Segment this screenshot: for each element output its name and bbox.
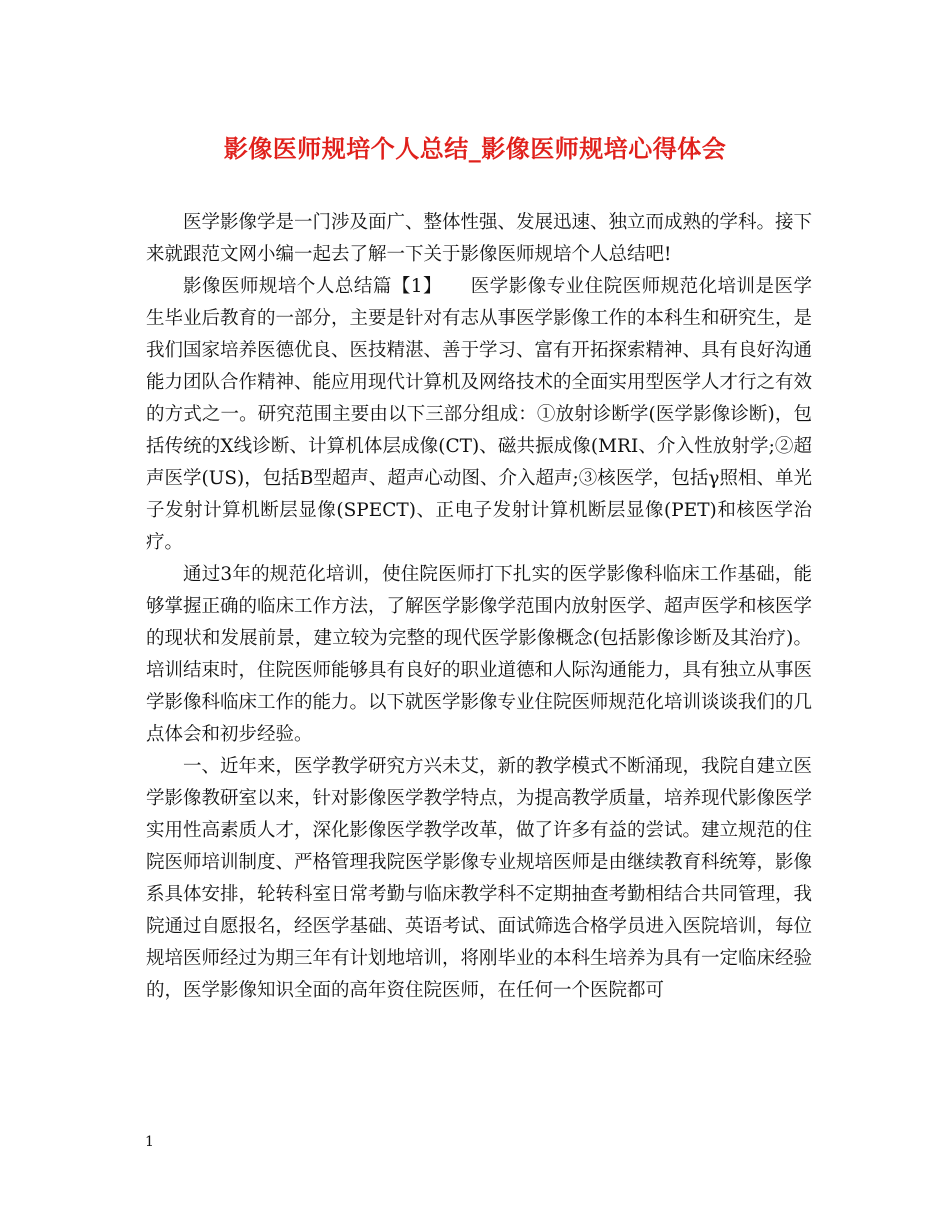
paragraph-section-1: 影像医师规培个人总结篇【1】 医学影像专业住院医师规范化培训是医学生毕业后教育的一部分，主要是针对有志从事医学影像工作的本科生和研究生，是我们国家培养医德优良、医技精湛、善于学习、富有开拓探索精神、具有良好沟通能力团队合作精神、能应用现代计算机及网络技术的全面实用型医学人才行之有效的方式之一。研究范围主要由以下三部分组成：①放射诊断学(医学影像诊断)，包括传统的X线诊断、计算机体层成像(CT)、磁共振成像(MRI、介入性放射学;②超声医学(US)，包括B型超声、超声心动图、介入超声;③核医学，包括γ照相、单光子发射计算机断层显像(SPECT)、正电子发射计算机断层显像(PET)和核医学治疗。 <box>146 276 813 553</box>
document-body <box>146 207 812 1007</box>
page-number: 1 <box>145 1134 154 1150</box>
paragraph-intro: 医学影像学是一门涉及面广、整体性强、发展迅速、独立而成熟的学科。接下来就跟范文网小编一起去了解一下关于影像医师规培个人总结吧! <box>146 212 813 265</box>
paragraph-point-one: 一、近年来，医学教学研究方兴未艾，新的教学模式不断涌现，我院自建立医学影像教研室以来，针对影像医学教学特点，为提高教学质量，培养现代影像医学实用性高素质人才，深化影像医学教学改革，做了许多有益的尝试。建立规范的住院医师培训制度、严格管理我院医学影像专业规培医师是由继续教育科统筹，影像系具体安排，轮转科室日常考勤与临床教学科不定期抽查考勤相结合共同管理，我院通过自愿报名，经医学基础、英语考试、面试筛选合格学员进入医院培训，每位规培医师经过为期三年有计划地培训，将刚毕业的本科生培养为具有一定临床经验的，医学影像知识全面的高年资住院医师，在任何一个医院都可 <box>146 756 813 1001</box>
document-title: 影像医师规培个人总结_影像医师规培心得体会 <box>223 135 727 163</box>
paragraph-training-goals: 通过3年的规范化培训，使住院医师打下扎实的医学影像科临床工作基础，能够掌握正确的临床工作方法，了解医学影像学范围内放射医学、超声医学和核医学的现状和发展前景，建立较为完整的现代医学影像概念(包括影像诊断及其治疗)。培训结束时，住院医师能够具有良好的职业道德和人际沟通能力，具有独立从事医学影像科临床工作的能力。以下就医学影像专业住院医师规范化培训谈谈我们的几点体会和初步经验。 <box>146 564 813 745</box>
